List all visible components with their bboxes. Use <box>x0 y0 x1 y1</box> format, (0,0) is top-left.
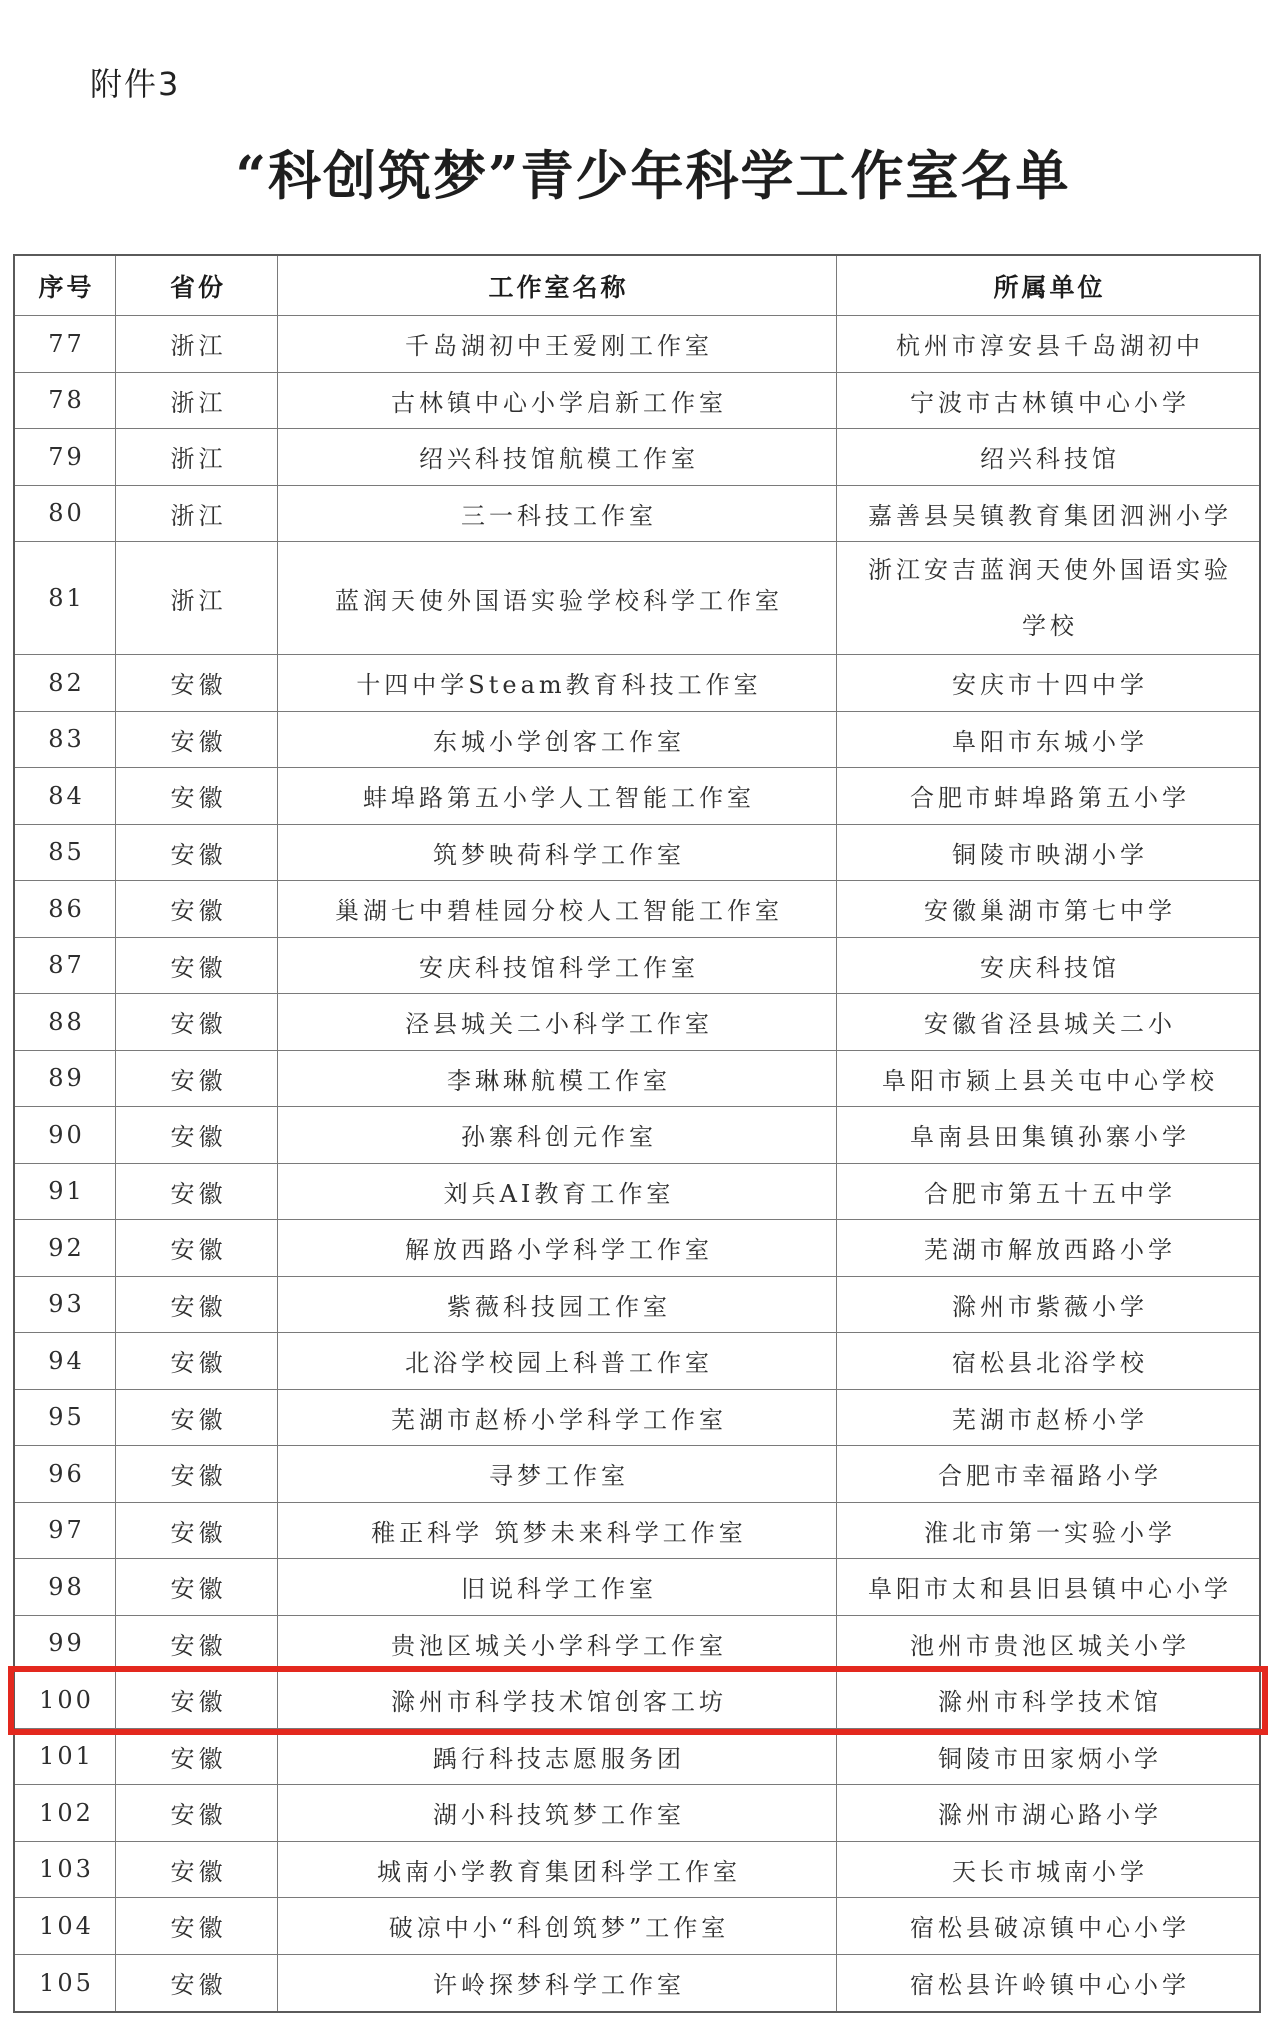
cell-studio-name: 寻梦工作室 <box>278 1446 837 1502</box>
table-row <box>15 1220 1259 1277</box>
cell-number: 96 <box>15 1446 116 1502</box>
cell-province: 安徽 <box>116 1616 278 1672</box>
cell-affiliated-unit: 安徽省泾县城关二小 <box>924 1010 1176 1039</box>
cell-affiliated-unit: 铜陵市田家炳小学 <box>938 1744 1162 1773</box>
cell-affiliated-unit: 绍兴科技馆 <box>980 445 1120 474</box>
cell-number: 101 <box>15 1729 116 1785</box>
cell-affiliated-unit: 宁波市古林镇中心小学 <box>910 388 1190 417</box>
cell-number: 98 <box>15 1559 116 1615</box>
cell-affiliated-unit: 芜湖市解放西路小学 <box>924 1236 1176 1265</box>
cell-studio-name: 湖小科技筑梦工作室 <box>278 1785 837 1841</box>
cell-studio-name: 蓝润天使外国语实验学校科学工作室 <box>278 542 837 654</box>
cell-province: 安徽 <box>116 1164 278 1220</box>
cell-province: 安徽 <box>116 1842 278 1898</box>
cell-studio-name: 稚正科学 筑梦未来科学工作室 <box>278 1503 837 1559</box>
cell-studio-name: 蚌埠路第五小学人工智能工作室 <box>278 768 837 824</box>
cell-number: 85 <box>15 825 116 881</box>
table-row <box>15 486 1259 543</box>
cell-province: 安徽 <box>116 1051 278 1107</box>
unit-text-line: 浙江安吉蓝润天使外国语实验 <box>868 556 1232 584</box>
cell-number: 80 <box>15 486 116 542</box>
cell-studio-name: 李琳琳航模工作室 <box>278 1051 837 1107</box>
cell-affiliated-unit: 合肥市第五十五中学 <box>924 1179 1176 1208</box>
cell-province: 安徽 <box>116 768 278 824</box>
cell-studio-name: 破凉中小“科创筑梦”工作室 <box>278 1898 837 1954</box>
table-row <box>15 429 1259 486</box>
cell-affiliated-unit: 铜陵市映湖小学 <box>952 840 1148 869</box>
cell-province: 安徽 <box>116 1446 278 1502</box>
table-row <box>15 938 1259 995</box>
table-row <box>15 1051 1259 1108</box>
table-row <box>15 1616 1259 1673</box>
attachment-label: 附件3 <box>90 65 181 103</box>
table-row <box>15 655 1259 712</box>
studio-list-table <box>13 254 1261 2013</box>
cell-province: 安徽 <box>116 938 278 994</box>
cell-studio-name: 北浴学校园上科普工作室 <box>278 1333 837 1389</box>
cell-affiliated-unit: 宿松县北浴学校 <box>952 1349 1148 1378</box>
cell-province: 安徽 <box>116 1107 278 1163</box>
cell-studio-name: 孙寨科创元作室 <box>278 1107 837 1163</box>
cell-province: 安徽 <box>116 994 278 1050</box>
cell-number: 78 <box>15 373 116 429</box>
header-cell-number: 序号 <box>15 256 116 315</box>
cell-number: 104 <box>15 1898 116 1954</box>
cell-province: 安徽 <box>116 1277 278 1333</box>
cell-affiliated-unit: 合肥市幸福路小学 <box>938 1462 1162 1491</box>
cell-number: 91 <box>15 1164 116 1220</box>
table-row <box>15 1277 1259 1334</box>
cell-number: 89 <box>15 1051 116 1107</box>
cell-affiliated-unit: 嘉善县吴镇教育集团泗洲小学 <box>868 501 1232 530</box>
cell-affiliated-unit: 安庆科技馆 <box>980 953 1120 982</box>
cell-province: 安徽 <box>116 1785 278 1841</box>
cell-affiliated-unit: 滁州市科学技术馆 <box>938 1688 1162 1717</box>
table-row <box>15 1559 1259 1616</box>
cell-province: 浙江 <box>116 542 278 654</box>
table-row <box>15 1107 1259 1164</box>
document-title: “科创筑梦”青少年科学工作室名单 <box>235 145 1071 207</box>
cell-number: 81 <box>15 542 116 654</box>
cell-number: 102 <box>15 1785 116 1841</box>
cell-affiliated-unit: 安庆市十四中学 <box>952 671 1148 700</box>
cell-affiliated-unit: 滁州市紫薇小学 <box>952 1292 1148 1321</box>
table-row <box>15 373 1259 430</box>
cell-province: 安徽 <box>116 1898 278 1954</box>
cell-province: 安徽 <box>116 655 278 711</box>
cell-province: 安徽 <box>116 1390 278 1446</box>
cell-number: 82 <box>15 655 116 711</box>
cell-province: 浙江 <box>116 373 278 429</box>
table-row <box>15 1333 1259 1390</box>
cell-number: 92 <box>15 1220 116 1276</box>
cell-affiliated-unit <box>837 542 1259 654</box>
cell-studio-name: 紫薇科技园工作室 <box>278 1277 837 1333</box>
cell-province: 安徽 <box>116 1729 278 1785</box>
cell-studio-name: 东城小学创客工作室 <box>278 712 837 768</box>
header-cell-studio-name: 工作室名称 <box>278 256 837 315</box>
cell-studio-name: 千岛湖初中王爱刚工作室 <box>278 316 837 372</box>
cell-studio-name: 贵池区城关小学科学工作室 <box>278 1616 837 1672</box>
cell-affiliated-unit: 阜阳市太和县旧县镇中心小学 <box>868 1575 1232 1604</box>
cell-studio-name: 古林镇中心小学启新工作室 <box>278 373 837 429</box>
cell-province: 安徽 <box>116 1672 278 1728</box>
cell-province: 浙江 <box>116 486 278 542</box>
cell-number: 83 <box>15 712 116 768</box>
cell-province: 安徽 <box>116 1559 278 1615</box>
cell-studio-name: 安庆科技馆科学工作室 <box>278 938 837 994</box>
table-row <box>15 1503 1259 1560</box>
cell-number: 95 <box>15 1390 116 1446</box>
cell-studio-name: 踽行科技志愿服务团 <box>278 1729 837 1785</box>
cell-affiliated-unit: 宿松县破凉镇中心小学 <box>910 1914 1190 1943</box>
cell-studio-name: 十四中学Steam教育科技工作室 <box>278 655 837 711</box>
table-row <box>15 1729 1259 1786</box>
cell-studio-name: 巢湖七中碧桂园分校人工智能工作室 <box>278 881 837 937</box>
cell-studio-name: 城南小学教育集团科学工作室 <box>278 1842 837 1898</box>
table-header-row <box>15 256 1259 316</box>
cell-number: 93 <box>15 1277 116 1333</box>
cell-province: 安徽 <box>116 881 278 937</box>
table-row <box>15 542 1259 655</box>
cell-number: 88 <box>15 994 116 1050</box>
cell-number: 84 <box>15 768 116 824</box>
cell-studio-name: 旧说科学工作室 <box>278 1559 837 1615</box>
cell-studio-name: 筑梦映荷科学工作室 <box>278 825 837 881</box>
cell-number: 90 <box>15 1107 116 1163</box>
cell-studio-name: 许岭探梦科学工作室 <box>278 1955 837 2012</box>
table-body <box>15 316 1259 2011</box>
cell-studio-name: 三一科技工作室 <box>278 486 837 542</box>
table-row <box>15 1672 1259 1729</box>
table-row <box>15 994 1259 1051</box>
cell-affiliated-unit: 滁州市湖心路小学 <box>938 1801 1162 1830</box>
unit-text-line: 学校 <box>1022 612 1078 640</box>
table-row <box>15 1164 1259 1221</box>
table-row <box>15 768 1259 825</box>
table-row <box>15 712 1259 769</box>
cell-affiliated-unit: 宿松县许岭镇中心小学 <box>910 1971 1190 2000</box>
table-row <box>15 316 1259 373</box>
cell-affiliated-unit: 天长市城南小学 <box>952 1857 1148 1886</box>
cell-province: 安徽 <box>116 712 278 768</box>
cell-studio-name: 滁州市科学技术馆创客工坊 <box>278 1672 837 1728</box>
cell-affiliated-unit: 杭州市淳安县千岛湖初中 <box>896 332 1204 361</box>
cell-number: 86 <box>15 881 116 937</box>
cell-province: 安徽 <box>116 1503 278 1559</box>
cell-number: 94 <box>15 1333 116 1389</box>
cell-number: 77 <box>15 316 116 372</box>
cell-province: 浙江 <box>116 316 278 372</box>
cell-affiliated-unit: 池州市贵池区城关小学 <box>910 1631 1190 1660</box>
cell-province: 安徽 <box>116 1955 278 2012</box>
cell-studio-name: 解放西路小学科学工作室 <box>278 1220 837 1276</box>
cell-number: 105 <box>15 1955 116 2012</box>
cell-studio-name: 刘兵AI教育工作室 <box>278 1164 837 1220</box>
table-row <box>15 1390 1259 1447</box>
table-row <box>15 1955 1259 2012</box>
table-row <box>15 881 1259 938</box>
cell-province: 浙江 <box>116 429 278 485</box>
cell-affiliated-unit: 安徽巢湖市第七中学 <box>924 897 1176 926</box>
table-row <box>15 1898 1259 1955</box>
cell-province: 安徽 <box>116 1220 278 1276</box>
cell-province: 安徽 <box>116 825 278 881</box>
cell-number: 79 <box>15 429 116 485</box>
cell-affiliated-unit: 阜阳市颍上县关屯中心学校 <box>882 1066 1218 1095</box>
table-row <box>15 825 1259 882</box>
table-row <box>15 1842 1259 1899</box>
cell-affiliated-unit: 芜湖市赵桥小学 <box>952 1405 1148 1434</box>
cell-number: 99 <box>15 1616 116 1672</box>
header-cell-affiliated-unit: 所属单位 <box>993 272 1106 302</box>
cell-studio-name: 芜湖市赵桥小学科学工作室 <box>278 1390 837 1446</box>
table-row <box>15 1785 1259 1842</box>
header-cell-province: 省份 <box>116 256 278 315</box>
cell-number: 100 <box>15 1672 116 1728</box>
cell-number: 87 <box>15 938 116 994</box>
cell-affiliated-unit: 淮北市第一实验小学 <box>924 1518 1176 1547</box>
cell-affiliated-unit: 合肥市蚌埠路第五小学 <box>910 784 1190 813</box>
cell-affiliated-unit: 阜阳市东城小学 <box>952 727 1148 756</box>
cell-studio-name: 绍兴科技馆航模工作室 <box>278 429 837 485</box>
cell-province: 安徽 <box>116 1333 278 1389</box>
table-row <box>15 1446 1259 1503</box>
cell-number: 97 <box>15 1503 116 1559</box>
cell-number: 103 <box>15 1842 116 1898</box>
cell-affiliated-unit: 阜南县田集镇孙寨小学 <box>910 1123 1190 1152</box>
cell-studio-name: 泾县城关二小科学工作室 <box>278 994 837 1050</box>
